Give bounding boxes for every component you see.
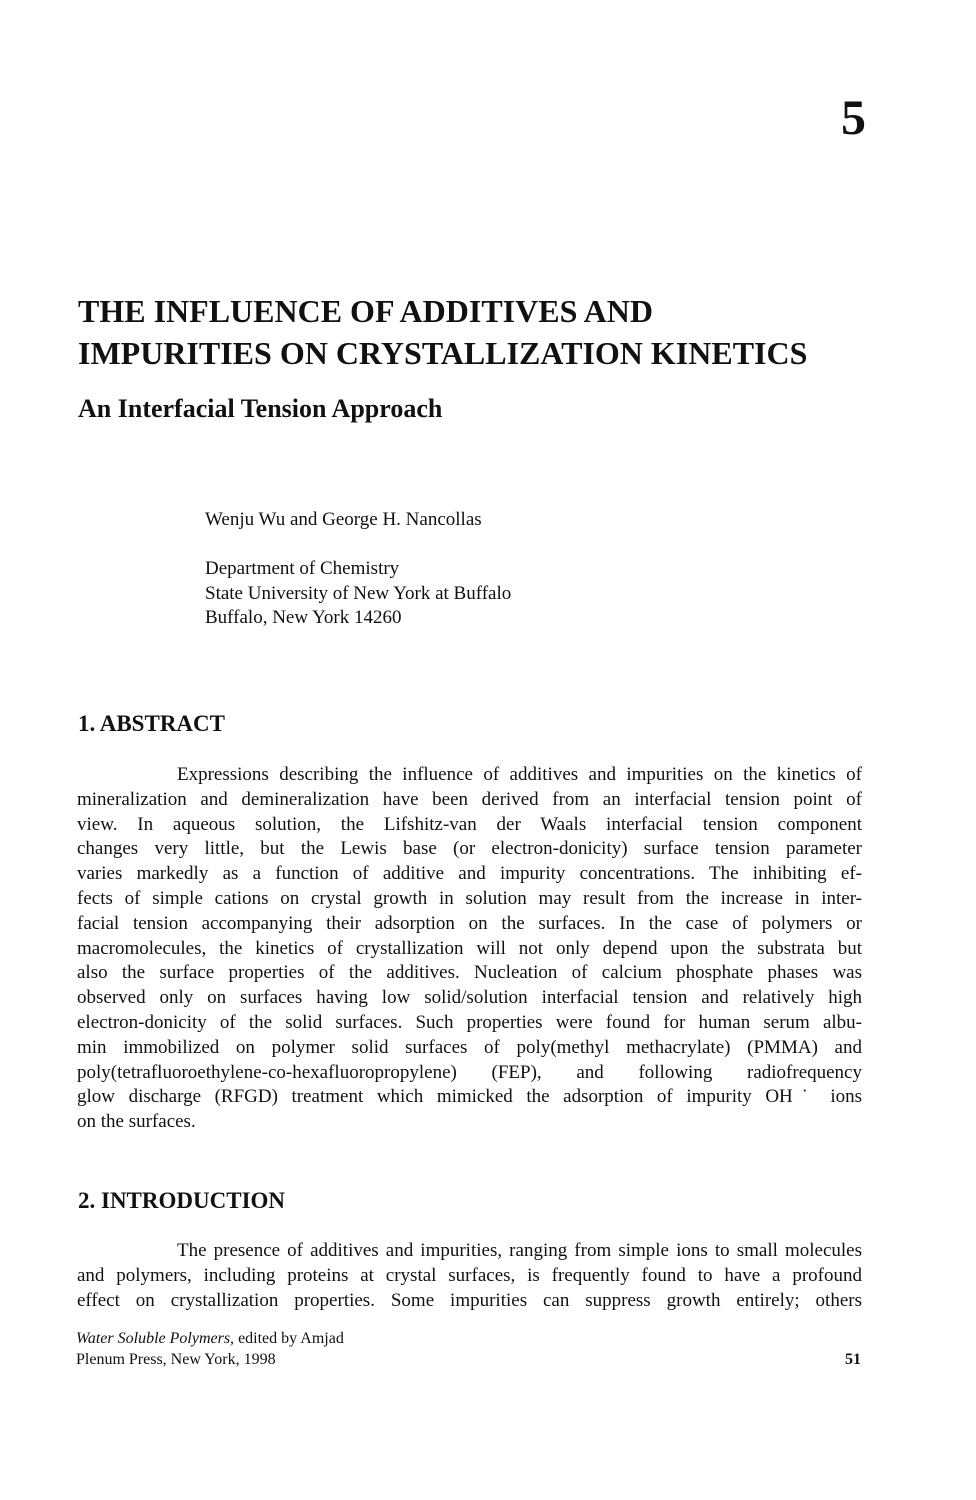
affiliation-line: Department of Chemistry [205,558,400,579]
abstract-line: mineralization and demineralization have been derived from an interfacial tension point of [77,788,862,810]
abstract-line: electron-donicity of the solid surfaces. Such properties were found for human serum albu- [77,1011,862,1033]
paper-title [78,290,918,374]
abstract-body [77,763,862,1135]
title-line-1: THE INFLUENCE OF ADDITIVES AND [78,293,653,329]
abstract-line: varies markedly as a function of additive and impurity concentrations. The inhibiting ef- [77,863,862,885]
affiliation [205,557,511,631]
affiliation-line: Buffalo, New York 14260 [205,607,402,628]
abstract-line: fects of simple cations on crystal growth in solution may result from the increase in inter- [77,887,862,909]
introduction-line: and polymers, including proteins at crystal surfaces, is frequently found to have a profound [77,1264,862,1286]
abstract-line: glow discharge (RFGD) treatment which mimicked the adsorption of impurity OH˙ ions [77,1086,862,1108]
abstract-line: macromolecules, the kinetics of crystallization will not only depend upon the substrata but [77,937,862,959]
publisher: Plenum Press, New York, 1998 [76,1351,276,1368]
journal-title: Water Soluble Polymers, [76,1330,235,1347]
citation-line [76,1328,344,1349]
introduction-line: effect on crystallization properties. Some impurities can suppress growth entirely; others [77,1289,862,1311]
introduction-heading: 2. INTRODUCTION [78,1188,286,1213]
editor: edited by Amjad [234,1330,344,1347]
abstract-line: Expressions describing the influence of additives and impurities on the kinetics of [177,764,862,785]
introduction-line: The presence of additives and impurities, ranging from simple ions to small molecules [177,1240,862,1261]
citation-footer [76,1328,344,1370]
page-number: 51 [845,1351,861,1368]
abstract-line: view. In aqueous solution, the Lifshitz-van der Waals interfacial tension component [77,813,862,835]
abstract-line: on the surfaces. [77,1111,196,1133]
chapter-number: 5 [841,89,866,145]
abstract-line: also the surface properties of the additives. Nucleation of calcium phosphate phases was [77,962,862,984]
abstract-line: observed only on surfaces having low solid/solution interfacial tension and relatively high [77,987,862,1009]
authors: Wenju Wu and George H. Nancollas [205,509,482,530]
abstract-line: changes very little, but the Lewis base (or electron-donicity) surface tension parameter [77,838,862,860]
title-line-2: IMPURITIES ON CRYSTALLIZATION KINETICS [78,335,808,371]
paper-subtitle: An Interfacial Tension Approach [78,394,443,423]
abstract-heading: 1. ABSTRACT [78,711,225,736]
abstract-line: poly(tetrafluoroethylene-co-hexafluoropropylene) (FEP), and following radiofrequency [77,1061,862,1083]
affiliation-line: State University of New York at Buffalo [205,582,512,604]
introduction-body [77,1239,862,1313]
abstract-line: facial tension accompanying their adsorption on the surfaces. In the case of polymers or [77,912,862,934]
abstract-line: min immobilized on polymer solid surfaces of poly(methyl methacrylate) (PMMA) and [77,1036,862,1058]
